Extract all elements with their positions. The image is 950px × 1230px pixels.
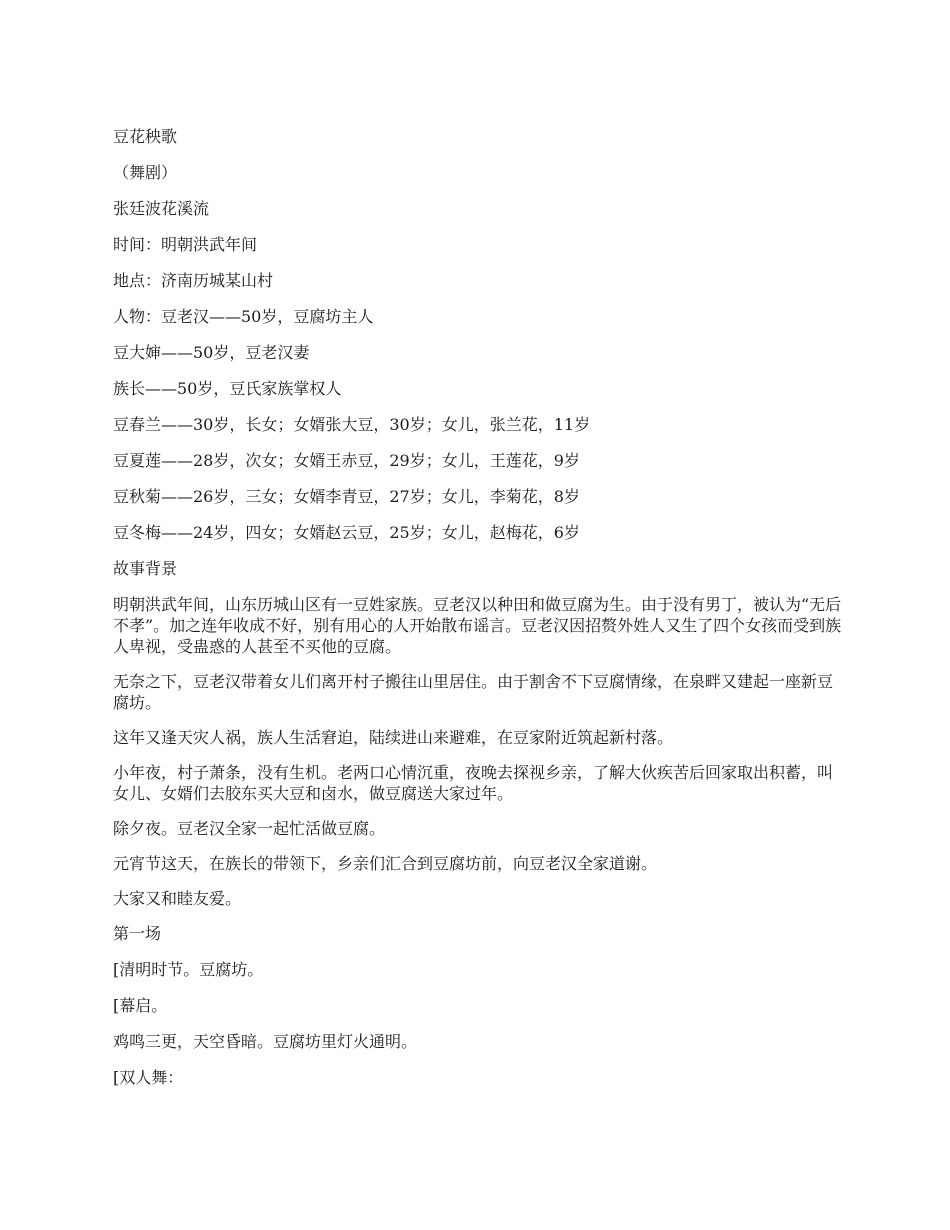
author-line: 张廷波花溪流: [113, 199, 210, 218]
story-paragraph: 大家又和睦友爱。: [113, 889, 242, 908]
character-line: 族长——50岁，豆氏家族掌权人: [113, 379, 342, 398]
stage-direction: [双人舞：: [113, 1068, 184, 1087]
story-paragraph: 明朝洪武年间，山东历城山区有一豆姓家族。豆老汉以种田和做豆腐为生。由于没有男丁，被认为“无后不孝”。加之连年收成不好，别有用心的人开始散布谣言。豆老汉因招赘外姓人又生了四个女孩而受到族人卑视，受蛊惑的人甚至不买他的豆腐。: [113, 595, 842, 656]
character-line: 人物：豆老汉——50岁，豆腐坊主人: [113, 307, 374, 326]
story-paragraph: 小年夜，村子萧条，没有生机。老两口心情沉重，夜晚去探视乡亲，了解大伙疾苦后回家取出积蓄，叫女儿、女婿们去胶东买大豆和卤水，做豆腐送大家过年。: [113, 763, 834, 803]
character-line: 豆夏莲——28岁，次女；女婿王赤豆，29岁；女儿，王莲花，9岁: [113, 451, 580, 470]
character-line: 豆秋菊——26岁，三女；女婿李青豆，27岁；女儿，李菊花，8岁: [113, 487, 580, 506]
stage-direction: [清明时节。豆腐坊。: [113, 960, 264, 979]
character-line: 豆冬梅——24岁，四女；女婿赵云豆，25岁；女儿，赵梅花，6岁: [113, 523, 580, 542]
scene-description: 鸡鸣三更，天空昏暗。豆腐坊里灯火通明。: [113, 1032, 418, 1051]
document-body: [113, 126, 843, 1103]
section-heading: 故事背景: [113, 559, 178, 578]
place-line: 地点：济南历城某山村: [113, 271, 274, 290]
story-paragraph: 除夕夜。豆老汉全家一起忙活做豆腐。: [113, 819, 386, 838]
scene-heading: 第一场: [113, 924, 162, 943]
character-line: 豆大婶——50岁，豆老汉妻: [113, 343, 310, 362]
time-line: 时间：明朝洪武年间: [113, 235, 258, 254]
story-paragraph: 无奈之下，豆老汉带着女儿们离开村子搬往山里居住。由于割舍不下豆腐情缘，在泉畔又建起一座新豆腐坊。: [113, 672, 834, 712]
stage-direction: [幕启。: [113, 996, 168, 1015]
document-title: 豆花秧歌: [113, 127, 178, 146]
story-paragraph: 这年又逢天灾人祸，族人生活窘迫，陆续进山来避难，在豆家附近筑起新村落。: [113, 728, 674, 747]
character-line: 豆春兰——30岁，长女；女婿张大豆，30岁；女儿，张兰花，11岁: [113, 415, 591, 434]
genre-note: （舞剧）: [113, 163, 178, 182]
story-paragraph: 元宵节这天，在族长的带领下，乡亲们汇合到豆腐坊前，向豆老汉全家道谢。: [113, 854, 658, 873]
